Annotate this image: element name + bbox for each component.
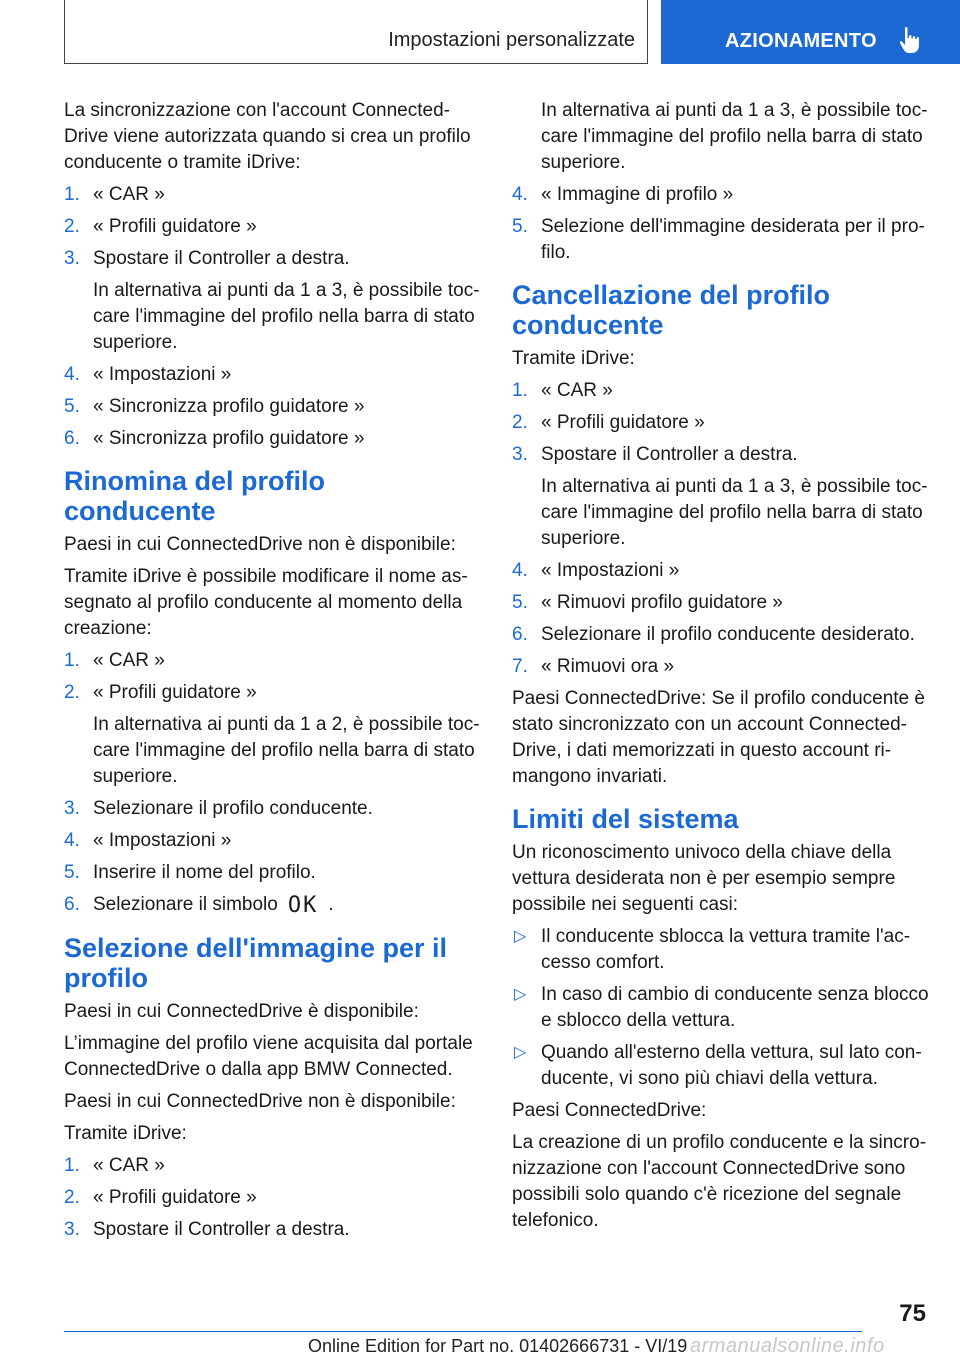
list-item: 1. « CAR » <box>512 380 613 401</box>
limits-paragraph: Un riconoscimento univoco della chiave della vettura desiderata non è per esempio sempre possibile nei seguenti casi: <box>512 842 896 915</box>
step-note: In alternativa ai punti da 1 a 3, è possibile toc-care l'immagine del profilo nella barra di stato superiore. <box>93 280 480 353</box>
header-title-box <box>64 0 648 64</box>
list-item: 4. « Impostazioni » <box>64 364 232 385</box>
list-item: 6. Selezionare il simbolo OK . <box>64 893 334 918</box>
rename-paragraph: Paesi in cui ConnectedDrive non è disponibile: <box>64 534 456 555</box>
image-heading: Selezione dell'immagine per il profilo <box>64 933 448 993</box>
image-steps-cont-list <box>512 182 932 266</box>
list-item: 7. « Rimuovi ora » <box>512 656 675 677</box>
list-item: ▷ In caso di cambio di conducente senza blocco e sblocco della vettura. <box>514 984 929 1031</box>
limits-heading: Limiti del sistema <box>512 804 739 834</box>
list-item: 3. Spostare il Controller a destra. In alternativa ai punti da 1 a 3, è possibile toc-care l'immagine del profilo nella barra di stato superiore. <box>512 442 932 552</box>
delete-heading: Cancellazione del profilo conducente <box>512 280 831 340</box>
step-note: In alternativa ai punti da 1 a 3, è possibile toc-care l'immagine del profilo nella barra di stato superiore. <box>541 476 928 549</box>
list-item: 6. « Sincronizza profilo guidatore » <box>64 428 365 449</box>
list-item: ▷ Il conducente sblocca la vettura tramite l'ac-cesso comfort. <box>514 926 911 973</box>
list-item: 1. « CAR » <box>64 1155 165 1176</box>
image-paragraph: L’immagine del profilo viene acquisita dal portale ConnectedDrive o dalla app BMW Connected. <box>64 1033 473 1080</box>
delete-paragraph: Tramite iDrive: <box>512 348 635 369</box>
header-section-tab <box>661 0 960 64</box>
list-item: 5. « Sincronizza profilo guidatore » <box>64 396 365 417</box>
triangle-bullet-icon: ▷ <box>514 928 527 945</box>
list-item: 6. Selezionare il profilo conducente desiderato. <box>512 624 915 645</box>
delete-steps-list <box>512 378 932 680</box>
list-item: 4. « Impostazioni » <box>64 830 232 851</box>
watermark: armanualsonline.info <box>690 1335 885 1357</box>
sync-intro: La sincronizzazione con l'account Connected-Drive viene autorizzata quando si crea un profilo conducente o tramite iDrive: <box>64 100 471 173</box>
list-item: ▷ Quando all'esterno della vettura, sul lato con-ducente, vi sono più chiavi della vettura. <box>514 1042 922 1089</box>
step-note: In alternativa ai punti da 1 a 3, è possibile toc-care l'immagine del profilo nella barra di stato superiore. <box>541 100 928 173</box>
left-column <box>64 98 484 1249</box>
list-item: 5. Inserire il nome del profilo. <box>64 862 316 883</box>
list-item: 2. « Profili guidatore » <box>64 1187 257 1208</box>
sync-steps-list <box>64 182 484 452</box>
image-paragraph: Paesi in cui ConnectedDrive non è disponibile: <box>64 1091 456 1112</box>
list-item: 5. « Rimuovi profilo guidatore » <box>512 592 783 613</box>
list-item: 1. « CAR » <box>64 650 165 671</box>
image-paragraph: Tramite iDrive: <box>64 1123 187 1144</box>
list-item: 4. « Immagine di profilo » <box>512 184 734 205</box>
list-item: 2. « Profili guidatore » In alternativa ai punti da 1 a 2, è possibile toc-care l'immagine del profilo nella barra di stato superiore. <box>64 680 484 790</box>
list-item: 5. Selezione dell'immagine desiderata per il pro-filo. <box>512 216 925 263</box>
list-item: 3. Selezionare il profilo conducente. <box>64 798 373 819</box>
header-section-label: AZIONAMENTO <box>725 30 877 52</box>
page-number: 75 <box>899 1300 926 1327</box>
triangle-bullet-icon: ▷ <box>514 1044 527 1061</box>
limits-paragraph: La creazione di un profilo conducente e la sincro-nizzazione con l'account ConnectedDrive sono possibili solo quando c'è ricezione del segnale telefonico. <box>512 1132 927 1231</box>
list-item: 4. « Impostazioni » <box>512 560 680 581</box>
rename-paragraph: Tramite iDrive è possibile modificare il nome as-segnato al profilo conducente al momento della creazione: <box>64 566 468 639</box>
list-item: 1. « CAR » <box>64 184 165 205</box>
right-column <box>512 98 932 1240</box>
footer-edition: Online Edition for Part no. 01402666731 - VI/19 <box>308 1336 688 1356</box>
list-item: 3. Spostare il Controller a destra. In alternativa ai punti da 1 a 3, è possibile toc-care l'immagine del profilo nella barra di stato superiore. <box>64 246 484 356</box>
image-steps-list <box>64 1153 484 1243</box>
ok-symbol-icon: OK <box>287 893 319 918</box>
triangle-bullet-icon: ▷ <box>514 986 527 1003</box>
limits-paragraph: Paesi ConnectedDrive: <box>512 1100 707 1121</box>
list-item: 2. « Profili guidatore » <box>512 412 705 433</box>
list-item: 2. « Profili guidatore » <box>64 216 257 237</box>
hand-pointer-icon <box>898 26 924 54</box>
list-item: 3. Spostare il Controller a destra. <box>64 1219 350 1240</box>
rename-heading: Rinomina del profilo conducente <box>64 466 325 526</box>
rename-steps-list <box>64 648 484 919</box>
step-note: In alternativa ai punti da 1 a 2, è possibile toc-care l'immagine del profilo nella barra di stato superiore. <box>93 714 480 787</box>
footer-divider <box>64 1331 862 1332</box>
limits-bullet-list <box>512 924 932 1092</box>
header-title: Impostazioni personalizzate <box>388 29 635 51</box>
image-paragraph: Paesi in cui ConnectedDrive è disponibile: <box>64 1001 419 1022</box>
delete-paragraph: Paesi ConnectedDrive: Se il profilo conducente è stato sincronizzato con un account Connected-Drive, i dati memorizzati in questo account ri-mangono invariati. <box>512 688 925 787</box>
